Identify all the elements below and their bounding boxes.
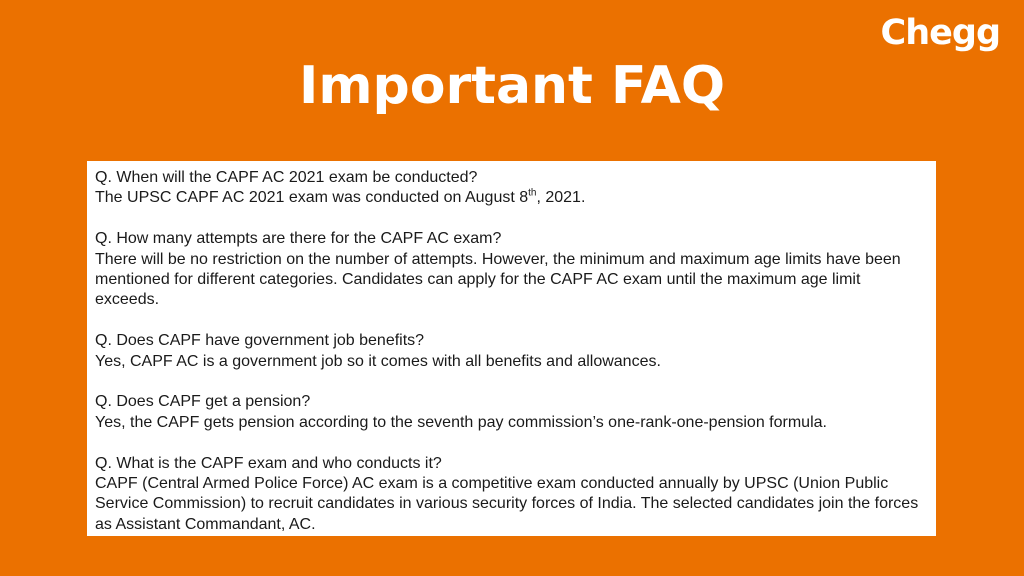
faq-item bbox=[95, 168, 928, 209]
faq-answer-text: The UPSC CAPF AC 2021 exam was conducted on August 8 bbox=[95, 189, 529, 207]
faq-question: Q. Does CAPF get a pension? bbox=[95, 393, 311, 411]
faq-question: Q. How many attempts are there for the CAPF AC exam? bbox=[95, 230, 502, 248]
faq-question: Q. When will the CAPF AC 2021 exam be conducted? bbox=[95, 169, 478, 186]
faq-item bbox=[95, 331, 928, 372]
faq-item bbox=[95, 392, 928, 433]
faq-question: Q. Does CAPF have government job benefits? bbox=[95, 332, 425, 350]
faq-answer-superscript: th bbox=[528, 188, 537, 200]
faq-answer: CAPF (Central Armed Police Force) AC exam is a competitive exam conducted annually by UPSC (Union Public Service Commission) to recruit candidates in various security forces of India. The selected candidates join the forces as Assistant Commandant, AC. bbox=[95, 475, 919, 533]
faq-panel bbox=[87, 161, 936, 536]
page-title: Important FAQ bbox=[298, 56, 726, 116]
faq-question: Q. What is the CAPF exam and who conducts it? bbox=[95, 454, 442, 472]
faq-item bbox=[95, 229, 928, 311]
faq-answer: Yes, the CAPF gets pension according to the seventh pay commission’s one-rank-one-pension formula. bbox=[95, 413, 827, 431]
faq-answer: Yes, CAPF AC is a government job so it comes with all benefits and allowances. bbox=[95, 352, 661, 370]
faq-answer-text-end: , 2021. bbox=[536, 189, 586, 207]
faq-item bbox=[95, 454, 928, 536]
chegg-logo: Chegg bbox=[880, 13, 1000, 53]
faq-answer bbox=[95, 188, 928, 208]
faq-answer: There will be no restriction on the number of attempts. However, the minimum and maximum age limits have been mentioned for different categories. Candidates can apply for the CAPF AC exam until the maximum age limit exceeds. bbox=[95, 250, 901, 309]
